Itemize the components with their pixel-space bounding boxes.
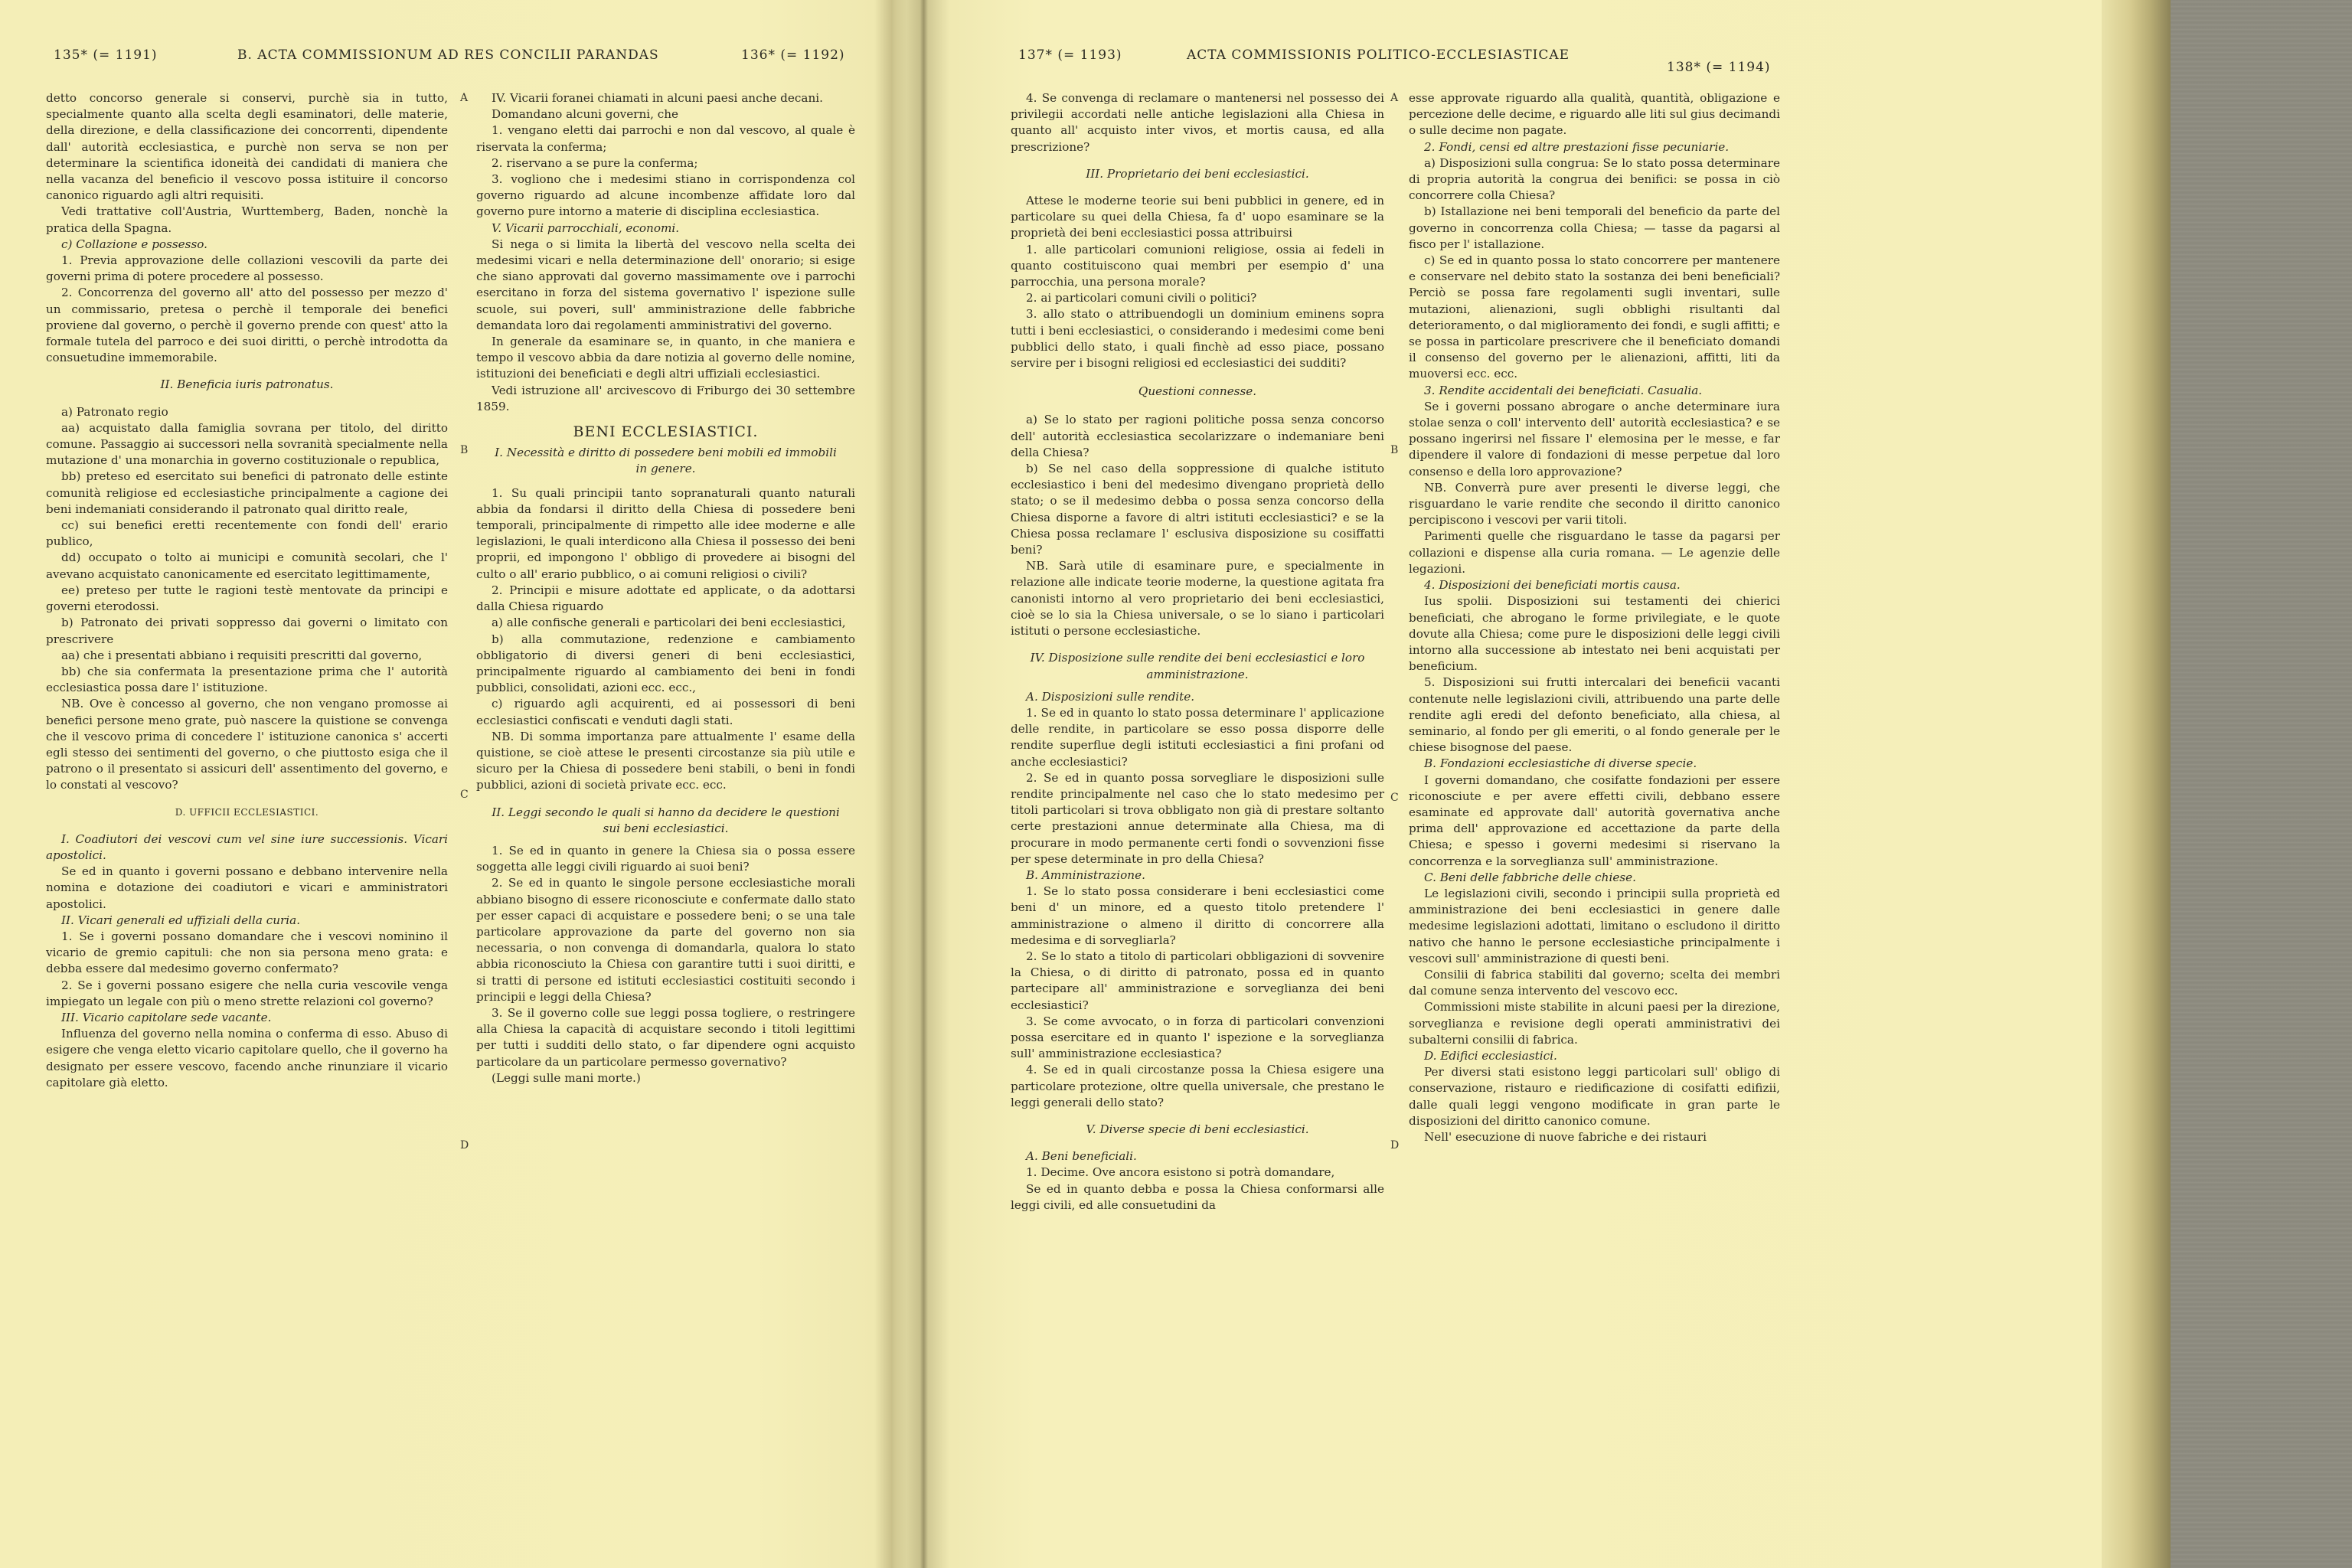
section-heading: V. Diverse specie di beni ecclesiastici.: [1086, 1122, 1309, 1136]
paragraph: Le legislazioni civili, secondo i principii sulla proprietà ed amministrazione dei beni ecclesiastici in genere dalle medesime legislazioni adottati, limitano o escludono il diritto nativo che hanno le persone ecclesiastiche principalmente i vescovi sull' amministrazione di questi beni.: [1409, 886, 1780, 965]
margin-letter-a: A: [460, 92, 469, 104]
paragraph: bb) che sia confermata la presentazione prima che l' autorità ecclesiastica possa dare l' istituzione.: [46, 664, 448, 695]
paragraph: NB. Converrà pure aver presenti le diverse leggi, che risguardano le varie rendite che secondo il diritto canonico percipiscono i vescovi per varii titoli.: [1409, 480, 1780, 528]
paragraph: Se i governi possano abrogare o anche determinare iura stolae senza o coll' intervento dell' autorità ecclesiastica? e se possano ingerirsi nel fissare l' elemosina per le messe, e far dipendere il valore di fondazioni di messe perpetue dal loro consenso e della loro approvazione?: [1409, 399, 1780, 479]
paragraph: 1. Previa approvazione delle collazioni vescovili da parte dei governi prima di potere procedere al possesso.: [46, 253, 448, 284]
scanner-board: [2171, 0, 2352, 1568]
paragraph: Se ed in quanto debba e possa la Chiesa conformarsi alle leggi civili, ed alle consuetudini da: [1011, 1181, 1384, 1212]
paragraph: c) riguardo agli acquirenti, ed ai possessori di beni ecclesiastici confiscati e venduti dagli stati.: [476, 697, 855, 727]
paragraph: Consilii di fabrica stabiliti dal governo; scelta dei membri dal comune senza intervento del vescovo ecc.: [1409, 967, 1780, 998]
paragraph: Vedi trattative coll'Austria, Wurttemberg, Baden, nonchè la pratica della Spagna.: [46, 204, 448, 235]
margin-letter-c: C: [460, 789, 469, 801]
paragraph: 4. Se convenga di reclamare o mantenersi nel possesso dei privilegii accordati nelle antiche legislazioni alla Chiesa in quanto all' acquisto inter vivos, et mortis causa, ed alla prescrizione?: [1011, 91, 1384, 154]
subheading: c) Collazione e possesso.: [61, 237, 207, 251]
right-running-head: [1011, 47, 2082, 75]
right-page: [1011, 0, 2082, 1568]
left-column-b: [476, 90, 855, 1086]
paragraph: bb) preteso ed esercitato sui benefici di patronato delle estinte comunità religiose ed ecclesiastiche principalmente a cagione dei beni indemaniati considerando il patronato qual diritto reale,: [46, 469, 448, 516]
left-page: [46, 0, 858, 1568]
subheading: B. Amministrazione.: [1026, 867, 1145, 882]
paragraph: 1. alle particolari comunioni religiose, ossia ai fedeli in quanto costituiscono quai membri per esempio d' una parrocchia, una persona morale?: [1011, 242, 1384, 289]
paragraph: 1. Se lo stato possa considerare i beni ecclesiastici come beni d' un minore, ed a questo titolo pretendere l' amministrazione o almeno il diritto di concorrere alla medesima e di sorvegliarla?: [1011, 884, 1384, 947]
margin-letter-d: D: [460, 1139, 469, 1152]
section-title: BENI ECCLESIASTICI.: [573, 423, 759, 441]
subheading: III. Vicario capitolare sede vacante.: [61, 1010, 272, 1024]
paragraph: cc) sui benefici eretti recentemente con fondi dell' erario publico,: [46, 518, 448, 549]
paragraph: a) Patronato regio: [61, 404, 168, 419]
paragraph: 1. Decime. Ove ancora esistono si potrà domandare,: [1026, 1165, 1335, 1180]
paragraph: I. Coadiutori dei vescovi cum vel sine iure successionis. Vicari apostolici.: [46, 831, 448, 862]
paragraph: Attese le moderne teorie sui beni pubblici in genere, ed in particolare su quei della Chiesa, fa d' uopo esaminare se la proprietà dei beni ecclesiastici possa attribuirsi: [1011, 194, 1384, 240]
paragraph: 2. Se ed in quanto possa sorvegliare le disposizioni sulle rendite principalmente nel caso che lo stato medesimo per titoli particolari si trova obbligato non già di prestare soltanto certe prestazioni annue determinate alla Chiesa, ma di procurare in modo permanente certi fondi o sovvenzioni fisse per spese determinate in pro della Chiesa?: [1011, 770, 1384, 866]
paragraph: 1. Se ed in quanto lo stato possa determinare l' applicazione delle rendite, in particolare se esso possa disporre delle rendite superflue degli istituti ecclesiastici a fini profani od anche ecclesiastici?: [1011, 705, 1384, 769]
paragraph: a) Se lo stato per ragioni politiche possa senza concorso dell' autorità ecclesiastica secolarizzare o indemaniare beni della Chiesa?: [1011, 413, 1384, 459]
right-column-a: [1011, 90, 1384, 1214]
paragraph: 3. Se il governo colle sue leggi possa togliere, o restringere alla Chiesa la capacità di acquistare secondo i titoli legittimi per tutti i sudditi dello stato, o far dipendere ogni acquisto particolare da un particolare permesso governativo?: [476, 1005, 855, 1069]
paragraph: esse approvate riguardo alla qualità, quantità, obligazione e percezione delle decime, e riguardo alle liti sul gius decimandi o sulle decime non pagate.: [1409, 91, 1780, 138]
paragraph: a) alle confische generali e particolari dei beni ecclesiastici,: [492, 616, 846, 630]
paragraph: Commissioni miste stabilite in alcuni paesi per la direzione, sorveglianza e revisione degli operati amministrativi dei subalterni consilii di fabrica.: [1409, 1000, 1780, 1047]
left-column-a: [46, 90, 448, 1091]
paragraph: NB. Sarà utile di esaminare pure, e specialmente in relazione alle indicate teorie moderne, la questione agitata fra canonisti intorno al vero proprietario dei beni ecclesiastici, cioè se lo sia la Chiesa universale, o se lo siano i particolari istituti o persone ecclesiastiche.: [1011, 559, 1384, 639]
right-page-title: ACTA COMMISSIONIS POLITICO-ECCLESIASTICAE: [1187, 47, 1570, 63]
paragraph: 3. allo stato o attribuendogli un dominium eminens sopra tutti i beni ecclesiastici, o considerando i medesimi come beni pubblici dello stato, i quali finchè ad esso piace, possano servire per i bisogni religiosi ed ecclesiastici dei sudditi?: [1011, 307, 1384, 371]
paragraph: NB. Di somma importanza pare attualmente l' esame della quistione, se cioè attese le presenti circostanze sia più utile e sicuro per la Chiesa di possedere beni stabili, o beni in fondi pubblici, azioni di società private ecc. ecc.: [476, 729, 855, 792]
margin-letter-b: B: [460, 444, 469, 456]
paragraph: Domandano alcuni governi, che: [492, 107, 679, 122]
paragraph: detto concorso generale si conservi, purchè sia in tutto, specialmente quanto alla scelta degli esaminatori, delle materie, della direzione, e della classificazione dei concorrenti, dipendente dall' autorità ecclesiastica, e purchè non serva se non per determinare la scientifica idoneità dei candidati di maniera che nella vacanza del beneficio il vescovo possa istituire il concorso canonico riguardo agli altri requisiti.: [46, 91, 448, 203]
left-page-title: B. ACTA COMMISSIONUM AD RES CONCILII PARANDAS: [237, 47, 659, 63]
paragraph: NB. Ove è concesso al governo, che non vengano promosse ai benefici persone meno grate, può nascere la quistione se convenga che il vescovo prima di concedere l' istituzione canonica s' accerti egli stesso dei sentimenti del governo, o che piuttosto esiga che il patrono o il presentato si assicuri dell' assentimento del governo, e lo constati al vescovo?: [46, 697, 448, 792]
right-column-b: [1409, 90, 1780, 1145]
section-heading: IV. Disposizione sulle rendite dei beni ecclesiastici e loro amministrazione.: [1030, 651, 1365, 681]
paragraph: 3. Se come avvocato, o in forza di particolari convenzioni possa esercitare ed in quanto l' ispezione e la sorveglianza sull' amministrazione ecclesiastica?: [1011, 1014, 1384, 1061]
paragraph: Nell' esecuzione di nuove fabriche e dei ristauri: [1424, 1130, 1707, 1144]
subheading: 4. Disposizioni dei beneficiati mortis causa.: [1424, 578, 1681, 593]
subheading: 2. Fondi, censi ed altre prestazioni fisse pecuniarie.: [1424, 139, 1730, 154]
paragraph: Per diversi stati esistono leggi particolari sull' obligo di conservazione, ristauro e riedificazione di cosifatti edifizii, dalle quali leggi vengono modificate in gran parte le disposizioni del diritto canonico comune.: [1409, 1065, 1780, 1128]
paragraph: 2. riservano a se pure la conferma;: [492, 155, 698, 170]
section-heading: III. Proprietario dei beni ecclesiastici.: [1086, 166, 1309, 181]
section-heading: II. Leggi secondo le quali si hanno da decidere le questioni sui beni ecclesiastici.: [492, 805, 840, 835]
book-gutter: [896, 0, 949, 1568]
paragraph: 2. Concorrenza del governo all' atto del possesso per mezzo d' un commissario, pretesa o perchè il temporale dei benefici proviene dal governo, o perchè il governo prende con quest' atto la formale tutela del parroco e dei suoi diritti, o perchè introdotta da consuetudine immemorabile.: [46, 286, 448, 365]
paragraph: Se ed in quanto i governi possano e debbano intervenire nella nomina e dotazione dei coadiutori e vicari e amministratori apostolici.: [46, 864, 448, 911]
paragraph: 1. vengano eletti dai parrochi e non dal vescovo, al quale è riservata la conferma;: [476, 123, 855, 154]
section-heading: II. Beneficia iuris patronatus.: [160, 377, 334, 392]
paragraph: aa) che i presentati abbiano i requisiti prescritti dal governo,: [61, 648, 423, 662]
subheading: D. Edifici ecclesiastici.: [1424, 1048, 1557, 1063]
paragraph: (Leggi sulle mani morte.): [492, 1070, 641, 1085]
paragraph: I governi domandano, che cosifatte fondazioni per essere riconosciute e per avere effetti civili, debbano essere esaminate ed approvate dall' autorità governativa anche prima dell' approvazione ed accettazione da parte della Chiesa; e spesso i governi medesimi si riservano la concorrenza e la sorveglianza sull' amministrazione.: [1409, 773, 1780, 868]
paragraph: 1. Se ed in quanto in genere la Chiesa sia o possa essere soggetta alle leggi civili riguardo ai suoi beni?: [476, 843, 855, 874]
subheading: A. Disposizioni sulle rendite.: [1026, 689, 1195, 704]
paragraph: Si nega o si limita la libertà del vescovo nella scelta dei medesimi vicari e nella determinazione dell' onorario; si esige che siano approvati dal governo massimamente ove i parrochi esercitano in forza del sistema governativo l' ispezione sulle scuole, sui poveri, sull' amministrazione delle fabbriche demandata loro dai regolamenti amministrativi del governo.: [476, 237, 855, 332]
paragraph: Influenza del governo nella nomina o conferma di esso. Abuso di esigere che venga eletto vicario capitolare quello, che il governo ha designato per essere vescovo, facendo anche rinunziare il vicario capitolare già eletto.: [46, 1027, 448, 1089]
paragraph: 2. Principii e misure adottate ed applicate, o da adottarsi dalla Chiesa riguardo: [476, 583, 855, 614]
paragraph: dd) occupato o tolto ai municipi e comunità secolari, che l' avevano acquistato canonicamente ed esercitato legittimamente,: [46, 550, 448, 581]
paragraph: aa) acquistato dalla famiglia sovrana per titolo, del diritto comune. Passaggio ai successori nella sovranità specialmente nella mutazione d' una monarchia in governo costituzionale o republica,: [46, 420, 448, 468]
paragraph: 2. Se i governi possano esigere che nella curia vescovile venga impiegato un legale con più o meno strette relazioni col governo?: [46, 978, 448, 1008]
paragraph: 4. Se ed in quali circostanze possa la Chiesa esigere una particolare protezione, oltre quella universale, che prestano le leggi generali dello stato?: [1011, 1063, 1384, 1109]
paragraph: a) Disposizioni sulla congrua: Se lo stato possa determinare di propria autorità la congrua dei benifici: se possa in ciò concorrere colla Chiesa?: [1409, 155, 1780, 203]
paragraph: 3. vogliono che i medesimi stiano in corrispondenza col governo riguardo ad alcune incombenze affidate loro dal governo pure intorno a materie di disciplina ecclesiastica.: [476, 172, 855, 219]
paragraph: ee) preteso per tutte le ragioni testè mentovate da principi e governi eterodossi.: [46, 583, 448, 614]
paragraph: 5. Disposizioni sui frutti intercalari dei beneficii vacanti contenute nelle legislazioni civili, attribuendo una parte delle rendite agli eredi del defonto beneficiato, alla chiesa, al seminario, al fondo per gli emeriti, o al fondo generale per le chiese bisognose del paese.: [1409, 675, 1780, 755]
paragraph: Parimenti quelle che risguardano le tasse da pagarsi per collazioni e dispense alla curia romana. — Le agenzie delle legazioni.: [1409, 529, 1780, 576]
paragraph: c) Se ed in quanto possa lo stato concorrere per mantenere e conservare nel debito stato la sostanza dei beni beneficiali? Perciò se possa fare regolamenti sugli inventari, sulle mutazioni, alienazioni, sugli obblighi risultanti dal deterioramento, o dal miglioramento dei fondi, e sugli affitti; e se possa in particolare prescrivere che il beneficiato domandi il consenso del governo per le alienazioni, affitti, liti da muoversi ecc. ecc.: [1409, 253, 1780, 381]
paragraph: Ius spolii. Disposizioni sui testamenti dei chierici beneficiati, che abrogano le forme privilegiate, e le quote dovute alla Chiesa; come pure le disposizioni delle leggi civili intorno alla successione ab intestato nei beni acquistati per beneficium.: [1409, 594, 1780, 674]
subheading: A. Beni beneficiali.: [1026, 1149, 1137, 1164]
folio-135: 135* (= 1191): [54, 47, 158, 63]
margin-letter-d: D: [1390, 1139, 1400, 1152]
paragraph: 1. Se i governi possano domandare che i vescovi nominino il vicario de gremio capituli: che non sia persona meno grata: e debba essere dal medesimo governo confermato?: [46, 929, 448, 976]
paragraph: b) Istallazione nei beni temporali del beneficio da parte del governo in concorrenza colla Chiesa; — tasse da pagarsi al fisco per l' istallazione.: [1409, 204, 1780, 251]
folio-136: 136* (= 1192): [741, 47, 845, 63]
section-heading: Questioni connesse.: [1138, 384, 1257, 399]
paragraph: b) Patronato dei privati soppresso dai governi o limitato con prescrivere: [46, 616, 448, 646]
paragraph: b) alla commutazione, redenzione e cambiamento obbligatorio di diversi generi di beni ecclesiastici, principalmente riguardo al cambiamento dei beni in fondi pubblici, consolidati, azioni ecc. ecc.,: [476, 632, 855, 695]
subheading: V. Vicarii parrocchiali, economi.: [492, 220, 680, 235]
paragraph: Vedi istruzione all' arcivescovo di Friburgo dei 30 settembre 1859.: [476, 383, 855, 413]
page-edges: [2102, 0, 2171, 1568]
subheading: B. Fondazioni ecclesiastiche di diverse specie.: [1424, 756, 1697, 771]
section-heading: I. Necessità e diritto di possedere beni mobili ed immobili in genere.: [495, 446, 837, 476]
paragraph: b) Se nel caso della soppressione di qualche istituto ecclesiastico i beni del medesimo divengano proprietà dello stato; o se il medesimo debba o possa senza concorso della Chiesa disporne a favore di altri istituti ecclesiastici? e se la Chiesa possa reclamare l' esclusiva disposizione su cosiffatti beni?: [1011, 462, 1384, 557]
paragraph: 2. Se ed in quanto le singole persone ecclesiastiche morali abbiano bisogno di essere riconosciute e confermate dallo stato per esser capaci di acquistare e possedere beni; o se una tale particolare approvazione da parte del governo non sia necessaria, o non convenga di domandarla, qualora lo stato abbia riconosciuto la Chiesa con garantire tutti i suoi diritti, e si tratti di persone ed istituti ecclesiastici costituiti secondo i principii e leggi della Chiesa?: [476, 876, 855, 1004]
subheading: II. Vicari generali ed uffiziali della curia.: [61, 913, 301, 927]
paragraph: 1. Su quali principii tanto sopranaturali quanto naturali abbia da fondarsi il diritto della Chiesa di possedere beni temporali, principalmente di rimpetto alle idee moderne e alle legislazioni, le quali interdicono alla Chiesa il possesso dei beni proprii, ed impongono l' obbligo di provedere ai bisogni del culto o all' erario pubblico, o ai comuni religiosi o civili?: [476, 485, 855, 581]
paragraph: 2. Se lo stato a titolo di particolari obbligazioni di sovvenire la Chiesa, o di diritto di patronato, possa ed in quanto partecipare all' amministrazione e sorveglianza dei beni ecclesiastici?: [1011, 949, 1384, 1012]
left-running-head: [46, 47, 858, 72]
subheading: 3. Rendite accidentali dei beneficiati. Casualia.: [1424, 383, 1703, 397]
folio-138: 138* (= 1194): [1667, 60, 1771, 75]
folio-137: 137* (= 1193): [1018, 47, 1122, 63]
subheading: IV. Vicarii foranei chiamati in alcuni paesi anche decani.: [492, 91, 823, 105]
paragraph: In generale da esaminare se, in quanto, in che maniera e tempo il vescovo abbia da dare notizia al governo delle nomine, istituzioni dei beneficiati e degli altri uffiziali ecclesiastici.: [476, 335, 855, 381]
section-heading: D. UFFICII ECCLESIASTICI.: [175, 806, 319, 818]
paragraph: 2. ai particolari comuni civili o politici?: [1026, 291, 1257, 305]
margin-letter-c: C: [1390, 792, 1399, 804]
margin-letter-b: B: [1390, 444, 1399, 456]
margin-letter-a: A: [1390, 92, 1399, 104]
subheading: C. Beni delle fabbriche delle chiese.: [1424, 870, 1636, 884]
